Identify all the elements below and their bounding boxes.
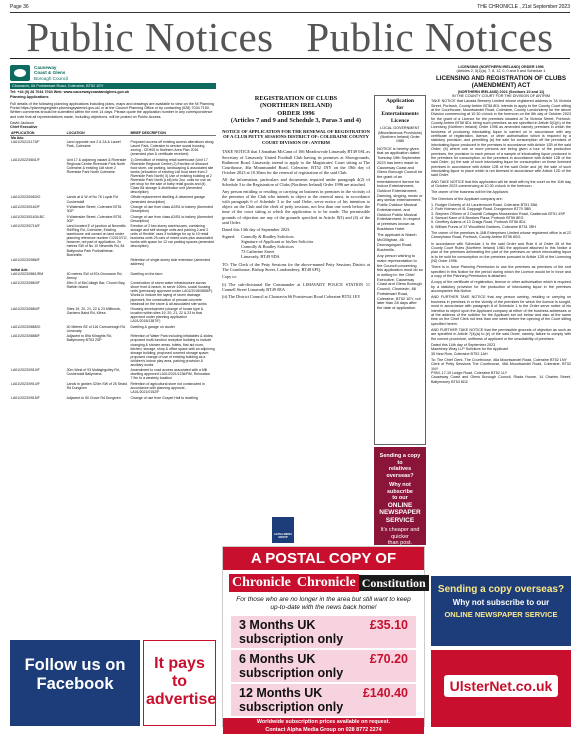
col-location: LOCATION bbox=[66, 131, 130, 136]
table-row bbox=[10, 158, 216, 196]
application-description: Housing development (change of house type & location within sites 19, 20, 21, 22 & 23 to that approved under planning application LA01/2018/1387/F) bbox=[130, 307, 204, 324]
table-row bbox=[10, 325, 216, 335]
chronicle-logo-2: Chronicle bbox=[294, 574, 359, 592]
reg-heading-5: NOTICE OF APPLICATION FOR THE RENEWAL OF REGISTRATION OF A CLUB PETTY SESSIONS DISTRICT OF: COLERAINE COUNTY COURT DIVISION OF: ANTRIM bbox=[222, 128, 370, 145]
constitution-logo: Constitution bbox=[359, 575, 429, 591]
lic-heading-0: LICENSING (NORTHERN IRELAND) ORDER 1996 bbox=[458, 65, 544, 69]
subscription-row[interactable] bbox=[231, 650, 416, 682]
overseas-small-line-1: Sending a copy to bbox=[379, 453, 421, 466]
reg-heading-2: (NORTHERN IRELAND) bbox=[259, 102, 333, 110]
application-number: LA01/2022/0841/F bbox=[11, 157, 40, 162]
application-description: Erection of 2 two storey warehouses, containing storage and self storage units and parking 2 and 2 units of 'flexible' uses 3 buildings for up to 10 retail business units 25 cars of mixed uses plus associated works with space for 12 car parking spaces (amended description) bbox=[130, 224, 215, 249]
chronicle-logo-1: Chronicle bbox=[229, 574, 294, 592]
table-group-label: Initial Ade bbox=[11, 267, 28, 272]
reg-sig-5: Limavady, BT49 9DA bbox=[241, 254, 280, 260]
entertainments-notice bbox=[374, 95, 426, 445]
application-number: LA01/2023/0915/F bbox=[11, 395, 40, 400]
application-description: Amendment to road access associated with a Mill dwelling approved LA01/2021/1236/RM, Relocation 7.9m to a westerly location bbox=[130, 368, 211, 381]
intro-text: Full details of the following planning applications including plans, maps and drawings are available to view on the NI Planning Portal https://planningregister.planningsystemni.gov.uk/ or at the Council Planning Office or by contacting (028) 7034 7150. Written comments should be submitted within the next 14 days. Please quote the application number in any correspondence and note that all representations made, including objections, will be posted on Public Access. bbox=[10, 101, 214, 119]
application-number: LA01/2023/0162/F bbox=[11, 205, 40, 210]
reg-para-3: Any person entitling or residing or carrying on business in premises in the vicinity of the premises of the Club who intends to object to the renewal must, in accordance with paragraph 6 of Schedule 3 to the said Order, serve notice of his intention to object on the Club and the clerk of petty sessions, not less than one week before the time of the court sitting at which the application is to be made. The permissible grounds of objection are any of the grounds specified in Article 8(3) and (4) of the said Order. bbox=[222, 189, 370, 225]
reg-heading-1: REGISTRATION OF CLUBS bbox=[254, 95, 338, 102]
council-name-3: Borough Council bbox=[34, 75, 68, 81]
application-location: 9 Waterside Street, Coleraine BT51 3OP bbox=[66, 214, 122, 223]
lic-date: Dated this 14th day of September 2023 bbox=[431, 342, 496, 347]
postal-copy-ad[interactable] bbox=[222, 546, 426, 733]
overseas-big-ad[interactable] bbox=[431, 576, 571, 646]
overseas-small-line-4: to our bbox=[392, 495, 408, 501]
overseas-big-line-3: ONLINE NEWSPAPER SERVICE bbox=[444, 610, 558, 619]
subscription-row[interactable] bbox=[231, 684, 416, 716]
postal-heading: A POSTAL COPY OF bbox=[223, 547, 424, 570]
council-logo-icon bbox=[10, 65, 30, 81]
subscription-label: 3 Months UK subscription only bbox=[239, 617, 344, 646]
overseas-small-line-2: relatives overseas? bbox=[386, 466, 414, 479]
reg-para-2: All the information, particulars and documents required under paragraph 4(2) of Schedule 3 to the Registration of Clubs (Northern Ireland) Order 1996 are attached. bbox=[222, 176, 370, 187]
signatory: David Jackson bbox=[10, 121, 34, 126]
subscription-label: 6 Months UK subscription only bbox=[239, 651, 344, 680]
council-contact: Tel: +44 (0) 28 7034 7034 Web: www.causewaycoastandglens.gov.uk bbox=[10, 90, 130, 94]
council-address: Cloonavin, 66 Portstewart Road, Coleraine, BT52 1EY bbox=[10, 83, 216, 89]
page-number: Page 36 bbox=[10, 4, 29, 10]
application-description: Change of use from class A2/B1 to bakery (Amended Description) bbox=[130, 205, 213, 214]
application-number: LA01/2023/0910/F bbox=[11, 368, 40, 373]
table-row bbox=[10, 334, 216, 368]
lic-director-4: 4. Samuel Kane of 8 Brookes Plaza, Portrush BT56 8EG bbox=[431, 215, 524, 220]
table-row bbox=[10, 272, 216, 282]
application-description: Change of use from class A2/B1 to bakery (Amended Description) bbox=[130, 214, 213, 223]
application-description: Offsite replacement dwelling & detached garage (amended description) bbox=[130, 195, 205, 204]
subscription-price: £35.10 bbox=[369, 617, 408, 632]
table-row bbox=[10, 140, 216, 158]
title-left: Public Notices bbox=[26, 13, 274, 60]
subscription-price: £70.20 bbox=[369, 651, 408, 666]
application-location: 40 Metres SE of 116 Carrowreagh Rd, Limavady bbox=[66, 324, 126, 333]
reg-signed: Signed: bbox=[222, 233, 236, 239]
table-group-label: Ma Ado bbox=[11, 135, 24, 140]
lic-sig-2: 35 New Row, Coleraine BT52 1AH bbox=[431, 351, 488, 356]
overseas-small-line-5: ONLINE bbox=[387, 501, 413, 509]
overseas-small-ad[interactable] bbox=[374, 447, 426, 545]
application-number: LA01/2023/0863/F bbox=[11, 281, 40, 286]
lic-sig-1: Mawhiney Wray LLP Solicitors for the Applicant bbox=[431, 347, 509, 352]
reg-para-1: TAKE NOTICE that I Jonathan McCann of 166 Meadowvale Limavady BT49 0SL as Secretary of Limavady United Football Club having its premises at Showgrounds, Rathmore Road, Limavady, intend to apply to the Magistrates' Court sitting at The Courthouse, 46a Mountsandel Road, Coleraine, BT52 1NY on the 18th day of October 2023 at 10.30am for the renewal of registration of the said Club. bbox=[222, 149, 370, 175]
subscription-label: 12 Months UK subscription only bbox=[239, 685, 344, 714]
application-number: LA01/2023/0086/F bbox=[11, 258, 40, 263]
reg-sig-1: Connolly & Bradley Solicitors bbox=[241, 233, 294, 239]
application-location: 9 Waterside Street, Coleraine BT51 3OP bbox=[66, 205, 122, 214]
planning-notice bbox=[10, 63, 216, 638]
postal-foot-2: Contact Alpha Media Group on 028 8772 2274 bbox=[223, 726, 424, 734]
application-description: Proposed access off existing access alterations along Laurel Park, Coleraine to service social housing zoning - CEH05 in Northern Area Plan 2016 (amended plan & certificate received) bbox=[130, 139, 214, 156]
lic-para-2: AND TAKE NOTICE that this application will be dealt with by the court on the 11th day of October 2023 commencing at 10.30 o'clock in the forenoon. bbox=[431, 179, 571, 188]
ent-para-3: Any person wishing to make representation to the Council concerning this application must do so in writing to: the Chief Executive, Causeway Coast and Glens Borough Council, Cloonavin, 66 Portstewart Road, Coleraine, BT52 1EY, not later than 28 days after the date of application. bbox=[377, 253, 423, 310]
signatory-title: Chief Executive bbox=[10, 125, 38, 130]
postal-foot-1: Worldwide subscription prices available on request. bbox=[223, 718, 424, 726]
application-number: LA01/2023/0888/F bbox=[11, 334, 40, 339]
application-location bbox=[66, 258, 130, 268]
applications-table bbox=[10, 131, 216, 401]
application-location: 40 metres SW of 87a Drumaroe Rd, Armoy bbox=[66, 271, 123, 280]
table-row bbox=[10, 396, 216, 402]
lic-to-3: PSNI, 17-19 Lodge Road, Coleraine BT52 1LY bbox=[431, 370, 508, 375]
reg-date: Dated this 13th day of September 2023. bbox=[222, 226, 291, 232]
table-row bbox=[10, 368, 216, 382]
section-heading: Planning Applications bbox=[10, 95, 49, 100]
reg-copy: Copy to: bbox=[222, 274, 237, 280]
lic-to-2: Clerk of Petty Sessions The Courthouse, 46A Mountsandel Road, Coleraine, BT52 1NY bbox=[431, 362, 571, 371]
ent-heading-2: for bbox=[396, 104, 404, 111]
lic-director-5: 5. Geoffrey Adams of 13 Craigs Road, Portrush BT56 8DL bbox=[431, 220, 526, 225]
council-name-2: Coast & Glens bbox=[34, 70, 66, 76]
application-description: Dwelling & garage on cluster bbox=[130, 324, 176, 329]
ent-subheading: LOCAL GOVERNMENT (Miscellaneous Provisions) (Northern Ireland) Order 1985 bbox=[378, 126, 422, 144]
application-description: Construction of storm water infrastructure across shore front & beach, to serve 100no. social housing units (previously approved under LA01/2018/0858/F). Works to include the laying of storm drainage pipework, the construction of precast concrete headwall on the shore & all associated site works bbox=[130, 281, 214, 306]
overseas-small-line-6: NEWSPAPER bbox=[379, 509, 421, 516]
postal-logos bbox=[223, 570, 424, 594]
application-description: Retention of agricultural store not constructed in accordance with planning approval - LA01/2021/0152/F bbox=[130, 381, 205, 395]
ulsternet-ad[interactable] bbox=[431, 650, 571, 727]
application-location: Sites 19, 20, 21, 22 & 23 Millbrook, Gardens Baird Rd, Kilrea bbox=[66, 307, 121, 316]
licensing-notice bbox=[431, 63, 571, 571]
overseas-small-line-7: SERVICE bbox=[385, 516, 415, 524]
ent-heading-1: Application bbox=[386, 98, 414, 104]
application-description: Change of use from Gospel Hall to dwelling bbox=[130, 395, 198, 400]
paper-date: THE CHRONICLE , 21st September 2023 bbox=[477, 4, 570, 10]
reg-to: TO: The Clerk of the Petty Sessions for the above-named Petty Sessions District at The Courthouse, Bishop Street, Londonderry, BT48 6PQ. bbox=[222, 262, 370, 273]
registration-notice bbox=[222, 95, 370, 460]
subscription-price: £140.40 bbox=[362, 685, 408, 700]
reg-sig-2: Signature of Applicant or his/her Solicitor bbox=[241, 238, 314, 244]
lic-heading-1: LICENSING AND REGISTRATION OF CLUBS (AMENDMENT) ACT bbox=[436, 74, 566, 89]
reg-sig-4: 73 Catherine Street bbox=[241, 249, 275, 255]
reg-heading-4: (Articles 7 and 9 and Schedule 3, Paras 3 and 4) bbox=[230, 117, 362, 125]
lic-director-1: 1. Rodger Doherty of 44 Lauriemount Road, Coleraine BT51 3BA bbox=[431, 202, 538, 207]
table-row bbox=[10, 258, 216, 268]
lic-para-1: TAKE NOTICE that Lacada Brewery Limited whose registered address is 7A Victoria Street, Portrush, County Antrim BT56 8DL intends to apply to the County Court sitting at the Courthouse, Mountsandel Road, Coleraine, County Londonderry for the above Division commencing at 10.30 o'clock in the forenoon on the 5th day of October 2023 for the grant of a Licence for the premises situated at 7a Victoria Street, Portrush, County Antrim BT56 8DL being such premises as are specified in Article 5(1)(h) of the Licensing (Northern Ireland) Order 1996 as amended namely premises in which the business of producing intoxicating liquor is carried on in accordance with any certificate of registration, licence, or other authorisation which is required by a statutory provision, and permitting (a) the sale for consumption off the premises of intoxicating liquor produced in the premises in accordance with Article 12B of the said Order; (b) where one or more persons are being given a tour of the production premises, the provision to each person of a sample of intoxicating liquor produced in the premises for consumption on the premises in accordance with Article 12B of the said Order; (c) the sale of such intoxicating liquor for consumption on those licensed premises in accordance with Article 12B of the said Order and (d) the sale of such intoxicating liquor to place which is not licensed in accordance with Article 12D of the said Order. bbox=[431, 99, 571, 178]
reg-heading-3: ORDER 1996 bbox=[277, 109, 315, 117]
application-number: LA01/2023/0885/O bbox=[11, 324, 41, 329]
overseas-big-line-1: Sending a copy overseas? bbox=[437, 584, 565, 595]
application-description: 1) Demolition of existing retail warehouse (Unit 17 Riverside Regional Centre) 2) Erection of discount food store, car parking, landscaping & associated site works (relocation of existing Lidl food store from 2 Riverside Park North) 3) Use of existing building at 2 Riverside Park North (Lidl) into 2no. units for use as pet shop for the sale of baby retail goods and (ii) Class B4 storage & distribution unit (Amended description) bbox=[130, 157, 214, 194]
ulsternet-text: UlsterNet.co.uk bbox=[444, 675, 559, 697]
lic-para-10: AND FURTHER TAKE NOTICE that the permissible grounds of objection as such as are specified in Article 7(4)(a) to (e) of the said Order, namely, failure to comply with the correct procedure, unfitness of applicant or the unsuitability of premises. bbox=[431, 327, 571, 341]
section-title bbox=[10, 15, 570, 59]
reg-copy-1: (i) The sub-divisional Ihe Commander at LIMAVADY POLICE STATION 11 Connell Street Limavady BT49 0EA bbox=[222, 281, 370, 292]
lic-to-1: To: The Chief Clerk, The Courthouse, 46a Mountsandel Road, Coleraine BT52 1NY bbox=[431, 357, 567, 362]
table-row bbox=[10, 307, 216, 325]
postal-tagline: For those who are no longer in the area but still want to keep up-to-date with the news back home! bbox=[236, 596, 411, 611]
table-row bbox=[10, 224, 216, 258]
col-application: APPLICATION bbox=[10, 131, 66, 136]
application-description: Retention of Water Park including inflatables & slides; proposed multi-function reception building to include changing & shower areas, toilets, first aid room, kitchen, storage, shop & office space with an adjoining storage building; proposed covered storage space; proposed change of use of existing building as a children's indoor play area, parking provision & ancillary works bbox=[130, 334, 215, 367]
application-number: LA01/2023/0063/O bbox=[11, 195, 41, 200]
lic-heading-3: IN THE COUNTY COURT FOR THE DIVISION OF ANTRIM bbox=[452, 94, 550, 99]
lic-para-4: The Directors of the Applicant company are: bbox=[431, 196, 503, 201]
lic-heading-2: (NORTHERN IRELAND) 2021 (Sections 10 and 11) bbox=[457, 89, 545, 94]
lic-para-8: A copy of the certificate of registration, licence or other authorisation which is required by a statutory provision for the production of intoxicating liquor in the premises accompanies this Notice. bbox=[431, 280, 571, 294]
application-description: Retention of single storey side extension (amended address) bbox=[130, 258, 211, 267]
table-row bbox=[10, 215, 216, 225]
overseas-small-line-9: than post. bbox=[387, 540, 413, 546]
alpha-media-logo: ALPHA MEDIA GROUP bbox=[272, 517, 294, 543]
application-location: 30m West of 93 Mullaghgulley Rd, Cushendall Ballymena bbox=[66, 368, 120, 377]
lic-para-6: In accordance with Schedule 1 to the said Order and Rule 6 of Order 45 of the County Court Rules (Northern Ireland) 1981 the applicant attached to this Notice a plan of the premises delineating the part of the premises on which intoxicating liquor is to be sold for consumption on the premises pursuant to Article 12B of the Licensing (NI) Order 1996. bbox=[431, 241, 571, 264]
overseas-small-line-3: Why not subscribe bbox=[387, 482, 413, 495]
lic-to-4: Causeway Coast and Glens Borough Council, Riada House, 14 Charles Street, Ballymoney BT53 6DZ bbox=[431, 375, 571, 384]
table-row bbox=[10, 382, 216, 396]
overseas-big-line-2: Why not subscribe to our bbox=[452, 598, 550, 607]
application-location: Lands at & W of No 76 Loyde Rd Cushendall bbox=[66, 195, 118, 204]
advertise-ad: It pays to advertise bbox=[143, 640, 216, 726]
lic-director-6: 6. William Purvis of 37 Woodfield Gardens, Coleraine BT51 3RH bbox=[431, 224, 537, 229]
application-location: 49m S of McCullagh Bar, Church Bay, Rathlin Island bbox=[66, 281, 126, 290]
application-location: Land opposite nos 2 & 2A & Laurel Park, Coleraine bbox=[66, 139, 121, 148]
subscription-row[interactable] bbox=[231, 616, 416, 648]
facebook-ad[interactable]: Follow us on Facebook bbox=[10, 640, 140, 726]
ent-heading-3: Entertainments bbox=[381, 111, 419, 118]
col-description: BRIEF DESCRIPTION bbox=[129, 131, 216, 136]
lic-director-2: 2. Ruth Holman of 41 Gappagh Road, Dungannon BT70 3BB bbox=[431, 207, 531, 212]
lic-para-5: The owner of the premises is JAB Enterprises Limited whose registered office is at 22 Carneyhaun Road, Portrush, County Antrim BT56 8SG. bbox=[431, 231, 571, 240]
ent-heading-4: Licence bbox=[390, 117, 410, 124]
lic-heading-0b: (Articles 2, 5(1)(a), 7, 8, 12, 0, 0 and 5 and Schedule 1 bbox=[456, 69, 546, 74]
ent-para-1: NOTICE is hereby given that an application dated Tuesday 19th September 2023 has been made to Causeway Coast and Glens Borough Council for the grant of an entertainment licence for Indoor Entertainment, Outdoor Entertainment, Dancing, singing, music or any similar entertainment, Public Outdoor Musical Entertainment, and Outdoor Public Musical Entertainment, in respect of premises known as Bushtown Hotel. bbox=[377, 145, 423, 231]
title-right: Public Notices bbox=[306, 13, 554, 60]
table-row bbox=[10, 195, 216, 205]
application-description: Dwelling on the farm bbox=[130, 271, 163, 276]
lic-para-3: The owner of the business will be the Applicant. bbox=[431, 190, 509, 195]
reg-sig-3: Connolly & Bradley Solicitors bbox=[241, 244, 294, 249]
overseas-small-line-8: It's cheaper and quicker bbox=[380, 527, 420, 540]
lic-para-7: There is in force Planning Permission to use the premises as premises of the sort specified in this Notice for the period during which the Licence would be in force and a copy of the Planning Permission is attached. bbox=[431, 265, 571, 279]
application-number: LA01/2023/0716/F bbox=[11, 224, 40, 229]
application-location: Lands in garden 320m SW of 26 Straid Rd Dungiven bbox=[66, 381, 127, 390]
council-logo bbox=[10, 65, 216, 81]
application-location: Unit 17 & adjoining vacant & Riverside Regional Centre Riverside Park North Coleraine & existing Lidl store 2 Riverside Park North Coleraine bbox=[66, 157, 127, 174]
council-name-1: Causeway bbox=[34, 65, 57, 71]
application-number: LA01/2023/0884/F bbox=[11, 307, 40, 312]
application-location: Land located E of junction at Newmills Rd/Ring Rd, Coleraine, Existing warehouse unit owned on land under planning reference number C/2010/72/, however, not part of application. 2n metres SW of No 10 Newmills Rd, 84 Ballyrusha Park Portballintrae, Bushmills bbox=[66, 224, 128, 257]
reg-copy-2: (ii) The District Council at Cloonavin 66 Portstewart Road Coleraine BT52 1EY bbox=[222, 293, 361, 299]
application-location: Adjacent to 89a Kilraghts Rd, Ballymoney BT53 2SP bbox=[66, 334, 112, 343]
lic-director-3: 3. Stephen O'Brien of 3 Dowhill Cottages Mosseedon Road, Castlerock BT51 4SP bbox=[431, 211, 566, 216]
application-number: LA01/2021/1173/F bbox=[11, 139, 40, 144]
lic-para-9: AND FURTHER TAKE NOTICE that any person owning, residing or carrying on business in premises in or the vicinity of the premises for which the licence is sought, must in accordance with paragraph 8 of Schedule 1 to the Order serve notice of his intention to object upon the Applicant company at either of the business addresses or at the address of the solicitor for the Applicant set out below and also at the same time on the Chief Clerk not less than one week before the opening of the Court sitting specified herein. bbox=[431, 295, 571, 326]
ent-para-2: The applicant is Niamh McGillighan, 46 Drumagorgan Road, Bushmills. bbox=[377, 232, 417, 252]
application-location: Adjacent to 50 Grove Rd Dungiven bbox=[66, 395, 121, 400]
table-row bbox=[10, 205, 216, 215]
application-number: LA01/2023/0914/F bbox=[11, 381, 40, 386]
table-row bbox=[10, 281, 216, 307]
application-number: LA01/2023/0163/LBC bbox=[11, 214, 45, 219]
application-number: LA01/2023/0861/RM bbox=[11, 271, 44, 276]
